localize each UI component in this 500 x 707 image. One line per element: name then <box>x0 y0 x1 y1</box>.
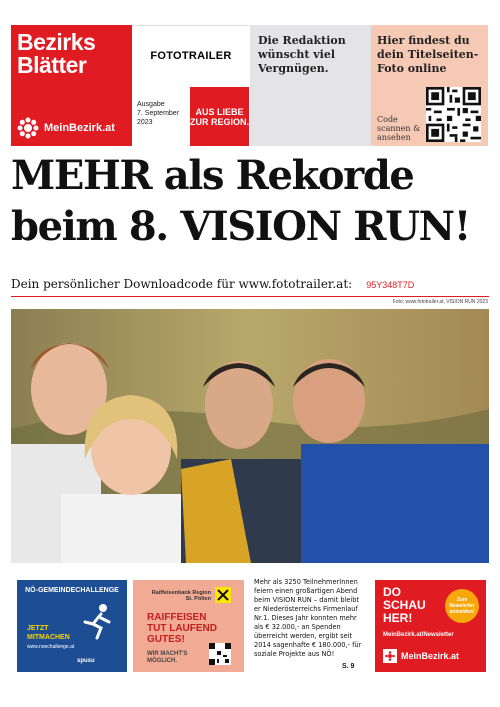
qr-code-icon[interactable] <box>426 87 481 142</box>
logo-brand <box>17 117 115 139</box>
logo-name <box>17 31 95 77</box>
section-label <box>133 25 249 86</box>
article-text: Mehr als 3250 TeilnehmerInnen feiern einen großartigen Abend beim VISION RUN – damit bleibt er Niederösterreichs Firmenlauf Nr.1. Dieses Jahr konnten mehr als € 32.000,- an Spenden überreicht werden, ergibt seit 2014 sagenhafte € 180.000,- für soziale Projekte aus NÖ! <box>254 578 362 658</box>
slogan-box <box>190 87 249 146</box>
redaktion-box <box>250 25 371 146</box>
logo-line2: Blätter <box>17 52 87 78</box>
challenge-ad[interactable] <box>17 580 127 672</box>
article-teaser <box>254 578 366 659</box>
raiffeisen-qr-icon[interactable] <box>209 643 231 665</box>
raiffeisen-sub: WIR MACHT'S MÖGLICH. <box>147 651 188 664</box>
download-row <box>11 277 414 291</box>
newsletter-badge-text: Zum Newsletter anmelden! <box>449 597 475 615</box>
titelseite-box <box>371 25 488 146</box>
issue-day: 7. September <box>137 110 180 117</box>
meinbezirk-flower-icon <box>17 117 39 139</box>
meinbezirk-mini-icon <box>383 649 397 663</box>
runner-icon <box>77 602 117 642</box>
cover-photo[interactable] <box>11 309 489 563</box>
headline-line1: MEHR als Rekorde <box>11 152 414 199</box>
redaktion-text: Die Redaktion wünscht viel Vergnügen. <box>258 34 346 75</box>
newsletter-head: DO SCHAU HER! <box>383 585 426 625</box>
article-page-ref[interactable]: S. 9 <box>342 663 355 670</box>
headline <box>11 150 491 252</box>
challenge-cta: JETZT MITMACHEN <box>27 625 70 641</box>
headline-line2: beim 8. VISION RUN! <box>11 203 470 250</box>
newsletter-brand-text: MeinBezirk.at <box>401 651 460 661</box>
challenge-title: NÖ-GEMEINDECHALLENGE <box>25 587 119 594</box>
challenge-url: www.noechallenge.at <box>27 644 75 650</box>
newsletter-brand <box>383 649 459 663</box>
divider <box>11 296 489 297</box>
slogan-text: AUS LIEBE ZUR REGION. <box>190 106 250 127</box>
download-label: Dein persönlicher Downloadcode für www.fototrailer.at: <box>11 277 353 291</box>
raiffeisen-logo-icon <box>215 587 231 603</box>
issue-label: Ausgabe <box>137 101 165 108</box>
bezirksblaetter-logo[interactable] <box>11 25 132 146</box>
download-code[interactable]: 95Y348T7D <box>366 280 415 290</box>
newsletter-ad[interactable] <box>375 580 486 672</box>
logo-brand-text: MeinBezirk.at <box>44 122 115 134</box>
raiffeisen-bank: Raiffeisenbank Region St. Pölten <box>151 590 211 602</box>
issue-year: 2023 <box>137 119 153 126</box>
code-text: Code scannen & ansehen <box>377 115 421 142</box>
photo-credit: Foto: www.fototrailer.at, VISION RUN 2023 <box>392 299 488 305</box>
titelseite-text: Hier findest du dein Titelseiten-Foto online <box>377 34 479 75</box>
challenge-brands: spusu <box>77 658 95 664</box>
newsletter-badge[interactable] <box>445 589 479 623</box>
section-text: FOTOTRAILER <box>150 50 232 62</box>
raiffeisen-slogan: RAIFFEISEN TUT LAUFEND GUTES! <box>147 612 217 645</box>
issue-date <box>137 100 179 127</box>
raiffeisen-ad[interactable] <box>133 580 244 672</box>
newsletter-url: MeinBezirk.at/Newsletter <box>383 632 454 638</box>
logo-line1: Bezirks <box>17 29 96 55</box>
